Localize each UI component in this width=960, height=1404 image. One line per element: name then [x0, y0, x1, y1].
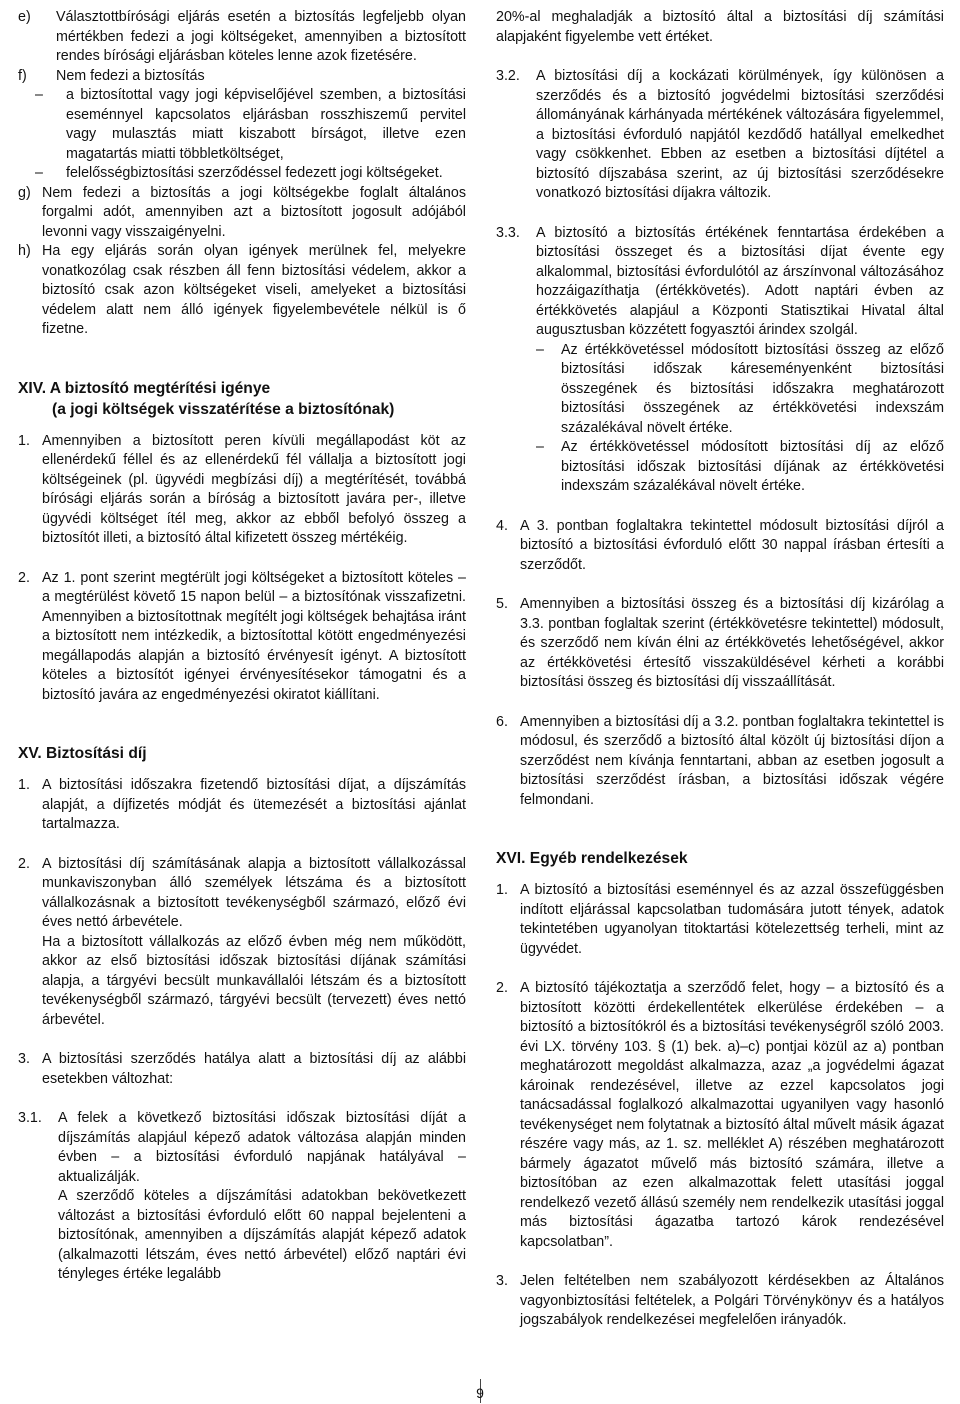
- xv-item-2: 2. A biztosítási díj számításának alapja a biztosított vállalkozással munkaviszonyban álló személyek létszáma és a biztosított vállalkozásnak a biztosított tevékenységből származó, előző évi éves nettó árbevétele.: [18, 855, 466, 930]
- section-xv-title: XV. Biztosítási díj: [18, 745, 147, 762]
- left-column: [18, 8, 466, 1285]
- right-column: [496, 8, 944, 1331]
- section-xiv-title: XIV. A biztosító megtérítési igénye: [18, 379, 271, 397]
- page-number: 9: [476, 1385, 484, 1401]
- xv-item-3-3: 3.3. A biztosító a biztosítás értékének fenntartása érdekében a biztosítási összeget és a biztosítási díjat évente egy alkalommal, biztosítási évfordulótól az árszínvonal változásához hozzáigazíthatja (értékkövetés). Adott naptári évben az értékkövetés alapjául a Központi Statisztikai Hivatal által augusztusban közzétett fogyasztói árindex szolgál.: [496, 224, 944, 338]
- xv-3-3-dash-1: – Az értékkövetéssel módosított biztosítási összeg az előző biztosítási időszak káreseményenként biztosítási összegének és biztosítási időszakra meghatározott biztosítási összegének az értékkövetési indexszám százalékával növelt értéke.: [536, 341, 944, 436]
- continuation-text: 20%-al meghaladják a biztosító által a biztosítási díj számítási alapjaként figyelembe vett értéket.: [496, 9, 944, 45]
- xvi-item-1: 1. A biztosító a biztosítási eseménnyel és az azzal összefüggésben indított eljárással kapcsolatban tudomására jutott tények, adatok tekintetében ugyanolyan titoktartási kötelezettség terheli, mint az ügyvédet.: [496, 882, 944, 957]
- xvi-item-2: 2. A biztosító tájékoztatja a szerződő felet, hogy – a biztosító és a biztosított közötti érdekellentétek elkerülése érdekében – a biztosító a biztosítókról és a biztosítási tevékenységről szóló 2003. évi LX. törvény 103. § (1) bek. a)–c) pontjai közül az a) pontban meghatározott megoldást alkalmazza, azaz „a jogvédelmi ágazat károinak rendezésével, illetve az ezzel kapcsolatos jogi tanácsadással foglalkozó alkalmazottai ugyanilyen vagy hasonló tevékenységet nem folytatnak a biztosító által művelt másik ágazat részére vagy más, az 1. sz. melléklet A) részében meghatározott bármely ágazatot művelő más biztosító számára, illetve a biztosítóban az ezen alkalmazottak felett utasítási joggal rendelkező vezető állású személy nem rendelkezik utasítási joggal más biztosítási ágazatba tartozó károk rendezésével kapcsolatban”.: [496, 980, 944, 1250]
- clause-f: f) Nem fedezi a biztosítás: [18, 67, 205, 84]
- clause-g: g) Nem fedezi a biztosítás a jogi költségekbe foglalt általános forgalmi adót, amennyiben azt a biztosított jogosult adójából levonni vagy visszaigényelni.: [18, 184, 466, 240]
- section-xvi-title: XVI. Egyéb rendelkezések: [496, 850, 688, 867]
- xv-item-4: 4. A 3. pontban foglaltakra tekintettel módosult biztosítási díjról a biztosító a biztosítási évforduló előtt 30 nappal írásban értesíti a szerződőt.: [496, 517, 944, 573]
- xiv-item-2: 2. Az 1. pont szerint megtérült jogi költségeket a biztosított köteles – a megtérülést követő 15 napon belül – a biztosítónak visszafizetni. Amennyiben a biztosítottnak megítélt jogi költségek behajtása iránt a biztosított nem intézkedik, a biztosítottal kötött engedményezési megállapodás alapján a biztosító érvényesít igényt. A biztosított köteles a biztosítót igényei érvényesítésekor támogatni és a biztosító javára az engedményezési okiratot kiállítani.: [18, 569, 466, 703]
- xv-item-3-1: 3.1. A felek a következő biztosítási időszak biztosítási díját a díjszámítás alapjául képező adatok változása alapján minden évben – a biztosítási évforduló napjának hatályával – aktualizálják.: [18, 1110, 466, 1185]
- xv-item-1: 1. A biztosítási időszakra fizetendő biztosítási díjat, a díjszámítás alapját, a díjfizetés módját és ütemezését a biztosítási ajánlat tartalmazza.: [18, 777, 466, 832]
- section-xiv-subtitle: (a jogi költségek visszatérítése a biztosítónak): [52, 400, 395, 418]
- clause-h: h) Ha egy eljárás során olyan igények merülnek fel, melyekre vonatkozólag csak részben áll fenn biztosítási védelem, akkor a biztosító csak azon költségeket viseli, amelyeket a biztosítási védelem alatt nem álló igények figyelembevétele nélkül is ő fizetne.: [18, 243, 466, 337]
- xv-3-3-dash-2: – Az értékkövetéssel módosított biztosítási díj az előző biztosítási időszak biztosítási díjának az értékkövetési indexszám százalékával növelt értéke.: [536, 439, 944, 494]
- xv-item-3-1-continued: A szerződő köteles a díjszámítási adatokban bekövetkezett változást a biztosítási évforduló előtt 60 nappal bejelenteni a biztosítónak, amennyiben a díjszámítás alapját képező adatok (alkalmazotti létszám, éves nettó árbevétel) előző naptári évi tényleges értéke legalább: [58, 1188, 466, 1282]
- clause-f-dash-2: – felelősségbiztosítási szerződéssel fedezett jogi költségeket.: [35, 165, 443, 181]
- xvi-item-3: 3. Jelen feltételben nem szabályozott kérdésekben az Általános vagyonbiztosítási feltételek, a Polgári Törvénykönyv és a hatályos jogszabályok rendelkezései megfelelően irányadók.: [496, 1273, 944, 1328]
- xiv-item-1: 1. Amennyiben a biztosított peren kívüli megállapodást köt az ellenérdekű féllel és az ellenérdekű fél vállalja a biztosított jogi költségeinek (pl. ügyvédi megbízási díj) a megtérítését, továbbá bírósági eljárás során a bíróság a biztosított javára per-, illetve ügyvédi költséget ítél meg, akkor az ebből befolyó összeg a biztosítót illeti, a biztosító által kifizetett összeg mértékéig.: [18, 432, 466, 546]
- xv-item-2-continued: Ha a biztosított vállalkozás az előző évben még nem működött, akkor az első biztosítási időszak biztosítási díjának számítási alapja, a tárgyévi becsült munkavállalói létszám és a biztosított tevékenységből származó, tárgyévi becsült (tervezett) éves nettó árbevétel.: [42, 933, 466, 1028]
- clause-f-dash-1: – a biztosítottal vagy jogi képviselőjével szemben, a biztosítási eseménnyel kapcsolatos eljárásban rosszhiszemű pervitel vagy mulasztás miatt kiszabott bírságot, illetve ezen magatartás miatti többletköltséget,: [35, 87, 466, 162]
- xv-item-5: 5. Amennyiben a biztosítási összeg és a biztosítási díj kizárólag a 3.3. pontban foglaltak szerint (értékkövetésre tekintettel) módosult, és szerződő nem kíván élni az értékkövetés lehetőségével, akkor az értékkövetési értesítő visszaküldésével kérheti a korábbi biztosítási összeg és biztosítási díj visszaállítását.: [496, 596, 944, 690]
- xv-item-6: 6. Amennyiben a biztosítási díj a 3.2. pontban foglaltakra tekintettel is módosul, és szerződő a biztosító által közölt új biztosítási díjon a szerződést nem kívánja fenntartani, abban az esetben jogosult a biztosítási szerződést írásban, a biztosítási időszak végére felmondani.: [496, 713, 944, 808]
- xv-item-3: 3. A biztosítási szerződés hatálya alatt a biztosítási díj az alábbi esetekben változhat:: [18, 1051, 466, 1087]
- clause-e: e) Választottbírósági eljárás esetén a biztosítás legfeljebb olyan mértékben fedezi a jogi költségeket, amennyiben a biztosított rendes bírósági eljárásban köteles lenne azok fizetésére.: [18, 9, 466, 64]
- xv-item-3-2: 3.2. A biztosítási díj a kockázati körülmények, így különösen a szerződés és a biztosító jogvédelmi biztosítási szerződési állományának kárhányada mértékének változására figyelemmel, a biztosítási évforduló napjától kezdődő hatállyal emelkedhet vagy csökkenhet. Ebben az esetben a biztosítási díjtétel a biztosító díjszabása szerint, az új biztosítási szerződésekre vonatkozó biztosítási díjakra változik.: [496, 68, 944, 201]
